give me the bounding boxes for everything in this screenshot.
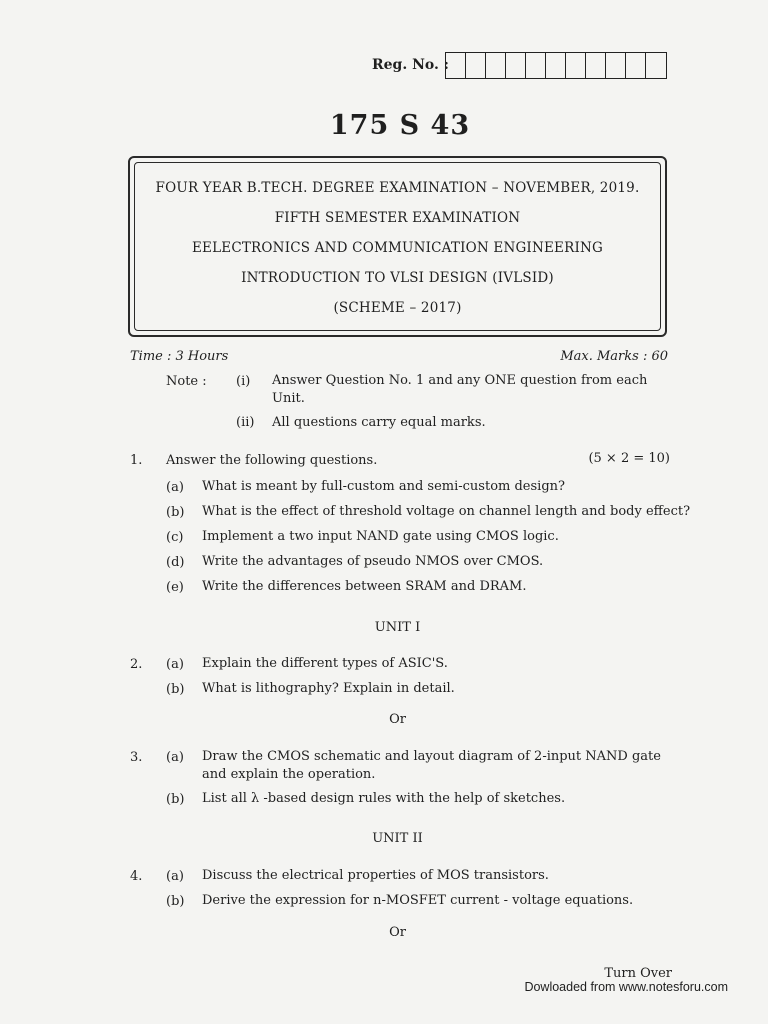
note-item-num: (i): [236, 374, 251, 389]
part-label: (a): [166, 657, 184, 672]
part-label: (b): [166, 682, 185, 697]
reg-box: [606, 53, 626, 78]
part-text: What is the effect of threshold voltage on channel length and body effect?: [202, 504, 691, 519]
reg-box: [526, 53, 546, 78]
max-marks-label: Max. Marks : 60: [560, 349, 668, 364]
part-text: Write the differences between SRAM and DRAM.: [202, 579, 527, 594]
subject-line: INTRODUCTION TO VLSI DESIGN (IVLSID): [241, 270, 554, 286]
question-number: 2.: [130, 657, 143, 672]
unit-heading: UNIT I: [374, 620, 421, 635]
part-label: (b): [166, 505, 185, 520]
part-text: Explain the different types of ASIC'S.: [202, 656, 448, 671]
part-text: Implement a two input NAND gate using CMOS logic.: [202, 529, 559, 544]
question-number: 4.: [130, 869, 143, 884]
part-text: Draw the CMOS schematic and layout diagram of 2-input NAND gate: [202, 749, 661, 764]
turn-over-label: Turn Over: [604, 966, 672, 981]
time-label: Time : 3 Hours: [130, 349, 229, 364]
part-label: (a): [166, 869, 184, 884]
part-label: (b): [166, 792, 185, 807]
or-separator: Or: [389, 925, 406, 940]
part-text: What is meant by full-custom and semi-custom design?: [202, 479, 565, 494]
part-text: Discuss the electrical properties of MOS transistors.: [202, 868, 549, 883]
part-text: Write the advantages of pseudo NMOS over CMOS.: [202, 554, 544, 569]
reg-no-boxes: [445, 52, 667, 79]
question-number: 1.: [130, 453, 143, 468]
scheme-line: (SCHEME – 2017): [333, 300, 462, 316]
note-label: Note :: [166, 374, 207, 389]
note-item-text: Answer Question No. 1 and any ONE question from each: [272, 373, 648, 388]
unit-heading: UNIT II: [372, 831, 423, 846]
question-text: Answer the following questions.: [166, 453, 378, 468]
reg-box: [506, 53, 526, 78]
note-item-text: Unit.: [272, 391, 305, 406]
reg-no-label: Reg. No. :: [372, 57, 449, 73]
semester-line: FIFTH SEMESTER EXAMINATION: [274, 210, 521, 226]
part-text: Derive the expression for n-MOSFET current - voltage equations.: [202, 893, 634, 908]
reg-box: [646, 53, 666, 78]
part-label: (a): [166, 480, 184, 495]
download-source: Dowloaded from www.notesforu.com: [524, 980, 728, 994]
reg-box: [466, 53, 486, 78]
part-label: (a): [166, 750, 184, 765]
part-label: (c): [166, 530, 184, 545]
question-marks: (5 × 2 = 10): [588, 451, 670, 466]
part-label: (d): [166, 555, 185, 570]
question-number: 3.: [130, 750, 143, 765]
note-item-text: All questions carry equal marks.: [272, 415, 486, 430]
exam-title: FOUR YEAR B.TECH. DEGREE EXAMINATION – NOVEMBER, 2019.: [155, 180, 640, 196]
note-item-num: (ii): [236, 415, 255, 430]
department-line: EELECTRONICS AND COMMUNICATION ENGINEERING: [191, 240, 603, 256]
reg-box: [566, 53, 586, 78]
reg-box: [446, 53, 466, 78]
part-text: What is lithography? Explain in detail.: [202, 681, 455, 696]
part-text: and explain the operation.: [202, 767, 376, 782]
reg-box: [626, 53, 646, 78]
reg-box: [546, 53, 566, 78]
reg-box: [586, 53, 606, 78]
paper-code: 175 S 43: [329, 110, 471, 141]
part-label: (e): [166, 580, 184, 595]
part-label: (b): [166, 894, 185, 909]
reg-box: [486, 53, 506, 78]
or-separator: Or: [389, 712, 406, 727]
part-text: List all λ -based design rules with the help of sketches.: [202, 791, 566, 806]
